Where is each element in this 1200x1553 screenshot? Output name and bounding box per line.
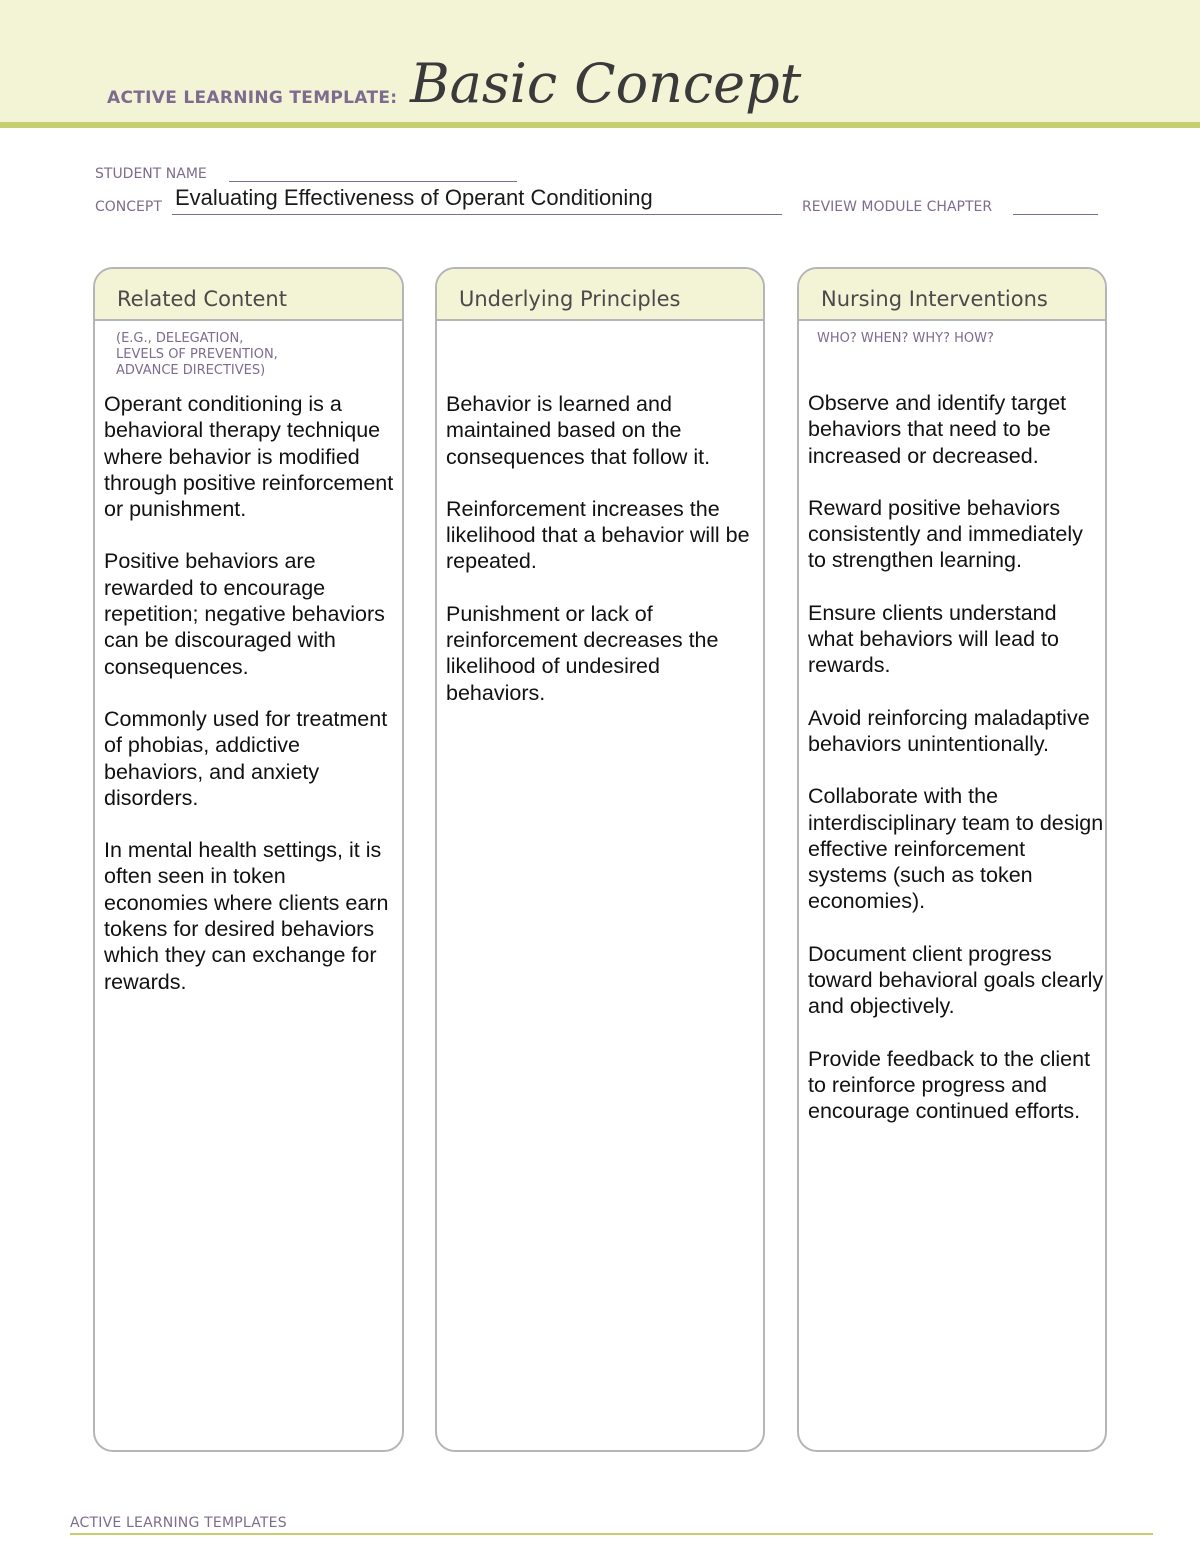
concept-label: CONCEPT xyxy=(95,199,162,215)
paragraph: Behavior is learned and maintained based on the consequences that follow it. xyxy=(446,392,711,469)
concept-value: Evaluating Effectiveness of Operant Conditioning xyxy=(175,185,653,210)
subtitle-line: WHO? WHEN? WHY? HOW? xyxy=(817,331,994,346)
concept-field[interactable] xyxy=(172,214,782,215)
paragraph: Commonly used for treatment of phobias, addictive behaviors, and anxiety disorders. xyxy=(104,706,388,810)
review-module-label: REVIEW MODULE CHAPTER xyxy=(802,199,993,215)
student-name-label: STUDENT NAME xyxy=(95,166,207,182)
panel-subtitle xyxy=(116,331,278,379)
footer-divider xyxy=(70,1533,1153,1535)
panel-body[interactable] xyxy=(104,391,394,1021)
paragraph: Ensure clients understand what behaviors will lead to rewards. xyxy=(808,600,1059,678)
footer-label: ACTIVE LEARNING TEMPLATES xyxy=(70,1515,287,1531)
review-module-field[interactable] xyxy=(1013,214,1098,215)
nursing-interventions-panel xyxy=(797,267,1107,1452)
template-label: ACTIVE LEARNING TEMPLATE: xyxy=(107,88,398,108)
panel-title: Underlying Principles xyxy=(437,269,763,321)
subtitle-line: ADVANCE DIRECTIVES) xyxy=(116,363,266,378)
subtitle-line: (E.G., DELEGATION, xyxy=(116,331,244,346)
panel-subtitle xyxy=(817,331,994,347)
related-content-panel xyxy=(93,267,404,1452)
template-title: Basic Concept xyxy=(410,52,802,115)
paragraph: Punishment or lack of reinforcement decreases the likelihood of undesired behaviors. xyxy=(446,601,719,705)
student-name-field[interactable] xyxy=(229,181,517,182)
paragraph: Operant conditioning is a behavioral therapy technique where behavior is modified through positive reinforcement or punishment. xyxy=(104,392,394,522)
paragraph: Positive behaviors are rewarded to encourage repetition; negative behaviors can be discouraged with consequences. xyxy=(104,549,385,679)
panel-title: Related Content xyxy=(95,269,402,321)
panel-title: Nursing Interventions xyxy=(799,269,1105,321)
paragraph: Reward positive behaviors consistently and immediately to strengthen learning. xyxy=(808,495,1083,573)
paragraph: Avoid reinforcing maladaptive behaviors unintentionally. xyxy=(808,705,1090,756)
paragraph: Observe and identify target behaviors that need to be increased or decreased. xyxy=(808,391,1067,468)
paragraph: Reinforcement increases the likelihood that a behavior will be repeated. xyxy=(446,496,750,574)
paragraph: In mental health settings, it is often seen in token economies where clients earn tokens for desired behaviors which they can exchange for rewards. xyxy=(104,838,389,994)
header-divider xyxy=(0,122,1200,128)
paragraph: Collaborate with the interdisciplinary team to design effective reinforcement systems (such as token economies). xyxy=(808,784,1104,914)
panel-body[interactable] xyxy=(446,391,756,732)
paragraph: Document client progress toward behavioral goals clearly and objectively. xyxy=(808,941,1104,1019)
underlying-principles-panel xyxy=(435,267,765,1452)
panel-body[interactable] xyxy=(808,390,1106,1151)
subtitle-line: LEVELS OF PREVENTION, xyxy=(116,347,278,362)
paragraph: Provide feedback to the client to reinforce progress and encourage continued efforts. xyxy=(808,1046,1091,1124)
